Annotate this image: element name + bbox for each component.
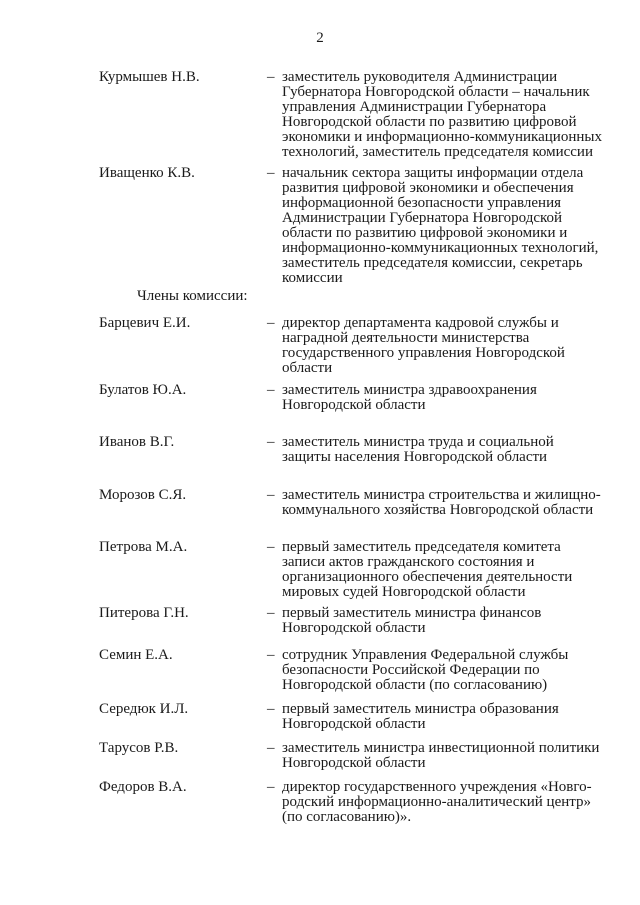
member-name: Питерова Г.Н. — [99, 605, 189, 621]
dash-separator: – — [267, 740, 275, 756]
dash-separator: – — [267, 434, 275, 450]
member-name: Федоров В.А. — [99, 779, 187, 795]
member-position: первый заместитель министра финансов Новгородской области — [282, 605, 542, 636]
member-name: Курмышев Н.В. — [99, 69, 200, 85]
dash-separator: – — [267, 605, 275, 621]
member-position: первый заместитель министра образования Новгородской области — [282, 701, 559, 732]
member-position: сотрудник Управления Федеральной службы безопасности Российской Федерации по Новгородской области (по согласованию) — [282, 647, 569, 693]
member-position: начальник сектора защиты информации отдела развития цифровой экономики и обеспечения информационной безопасности управления Администрации Губернатора Новгородской области по развитию цифровой экономики и информационно-коммуникационных технологий, заместитель председателя комиссии, секретарь комиссии — [282, 165, 599, 286]
member-position: заместитель министра труда и социальной защиты населения Новгородской области — [282, 434, 554, 465]
page-number: 2 — [316, 30, 324, 46]
dash-separator: – — [267, 779, 275, 795]
dash-separator: – — [267, 539, 275, 555]
dash-separator: – — [267, 165, 275, 181]
member-position: директор департамента кадровой службы и наградной деятельности министерства государственного управления Новгородской области — [282, 315, 565, 376]
dash-separator: – — [267, 487, 275, 503]
member-name: Иванов В.Г. — [99, 434, 175, 450]
dash-separator: – — [267, 315, 275, 331]
member-name: Семин Е.А. — [99, 647, 173, 663]
member-position: директор государственного учреждения «Новго- родский информационно-аналитический центр» (по согласованию)». — [282, 779, 592, 825]
dash-separator: – — [267, 701, 275, 717]
members-heading: Члены комиссии: — [137, 288, 248, 304]
member-name: Середюк И.Л. — [99, 701, 189, 717]
member-position: первый заместитель председателя комитета записи актов гражданского состояния и организационного обеспечения деятельности мировых судей Новгородской области — [282, 539, 573, 600]
member-name: Тарусов Р.В. — [99, 740, 179, 756]
dash-separator: – — [267, 382, 275, 398]
member-position: заместитель министра строительства и жилищно- коммунального хозяйства Новгородской области — [282, 487, 601, 518]
member-name: Булатов Ю.А. — [99, 382, 187, 398]
member-position: заместитель министра здравоохранения Новгородской области — [282, 382, 537, 413]
member-name: Барцевич Е.И. — [99, 315, 191, 331]
dash-separator: – — [267, 69, 275, 85]
member-name: Морозов С.Я. — [99, 487, 187, 503]
member-name: Петрова М.А. — [99, 539, 188, 555]
member-position: заместитель министра инвестиционной политики Новгородской области — [282, 740, 600, 771]
member-position: заместитель руководителя Администрации Губернатора Новгородской области – начальник управления Администрации Губернатора Новгородской области по развитию цифровой экономики и информационно-коммуникационных технологий, заместитель председателя комиссии — [282, 69, 602, 160]
dash-separator: – — [267, 647, 275, 663]
member-name: Иващенко К.В. — [99, 165, 195, 181]
